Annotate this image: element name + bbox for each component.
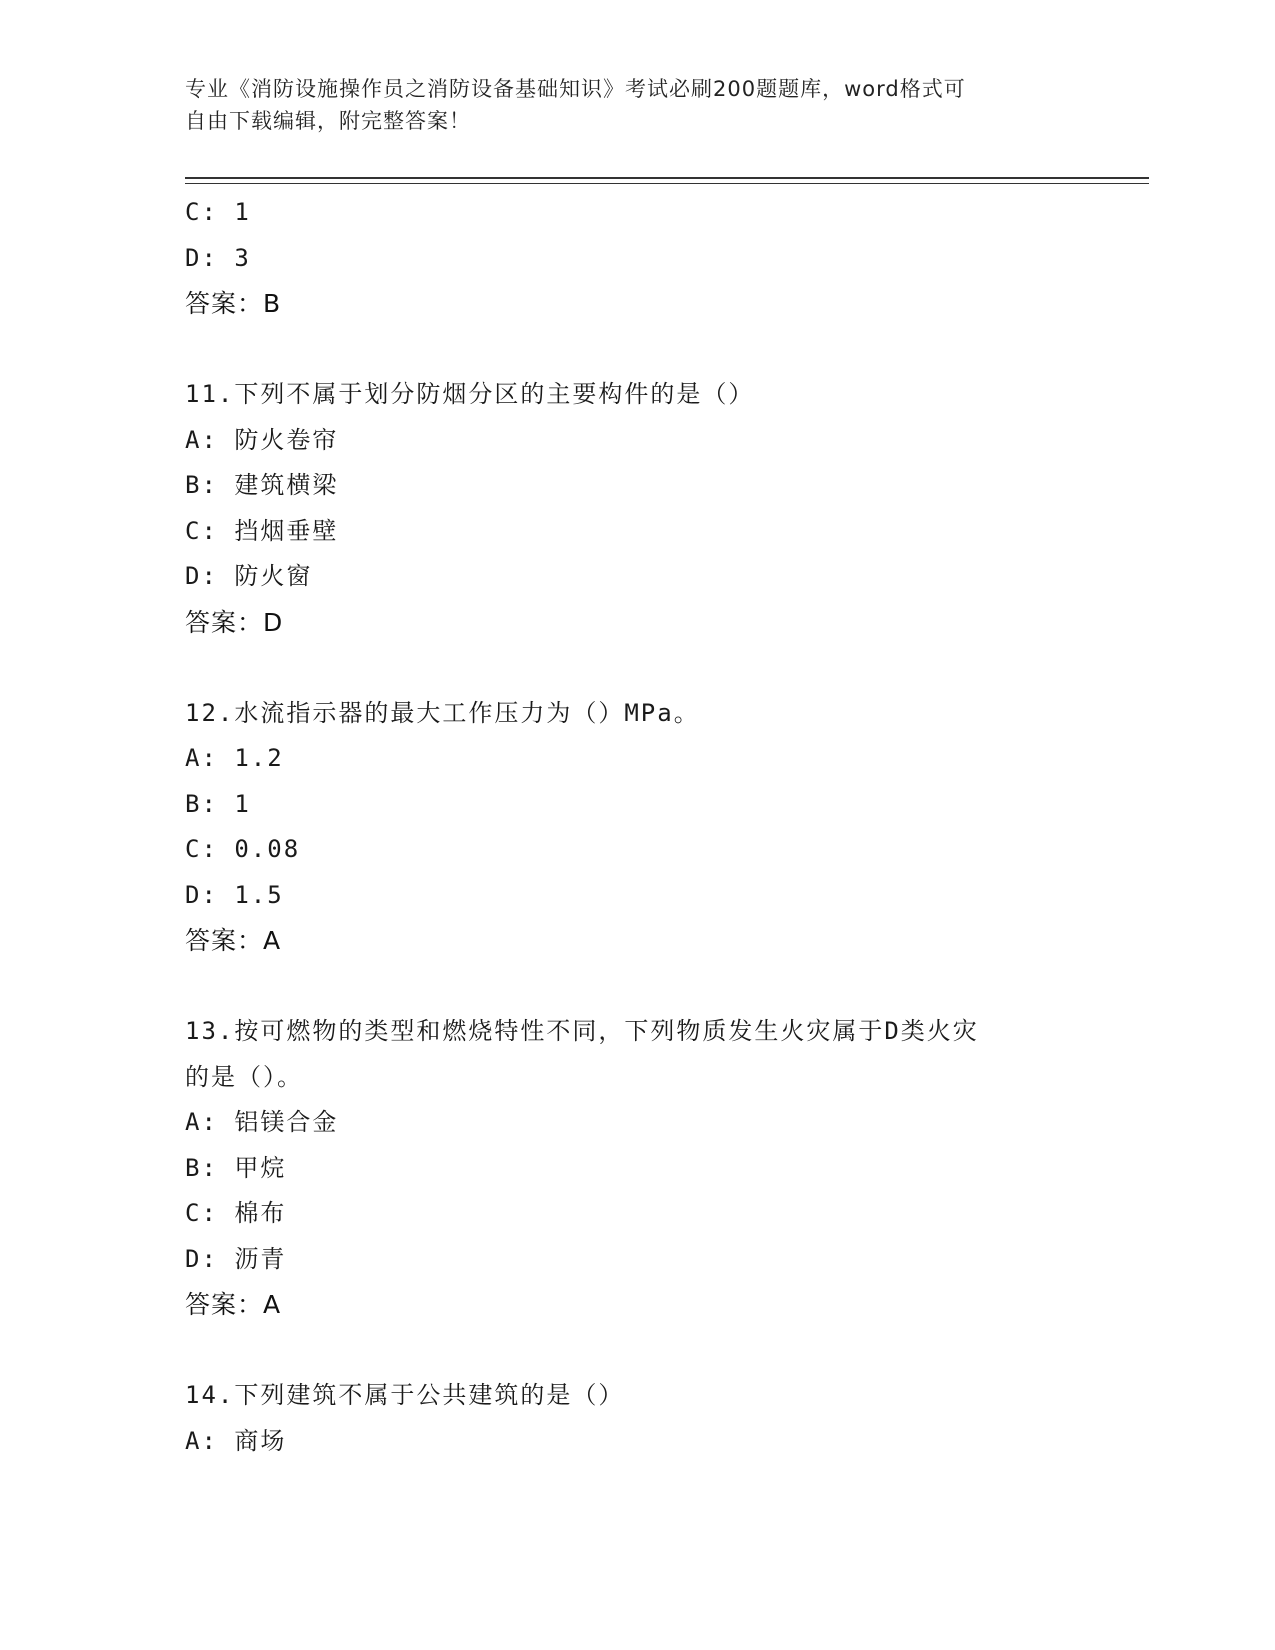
question-text: 11.下列不属于划分防烟分区的主要构件的是（） — [185, 380, 755, 408]
option-line: A: 铝镁合金 — [185, 1108, 339, 1136]
option-line: A: 1.2 — [185, 744, 284, 772]
option-line: C: 棉布 — [185, 1199, 287, 1227]
question-text: 的是（）。 — [185, 1062, 303, 1091]
option-line: A: 商场 — [185, 1426, 287, 1455]
blank-line — [185, 327, 1145, 373]
option-line: D: 1.5 — [185, 880, 284, 909]
header-title-line-1: 专业《消防设施操作员之消防设备基础知识》考试必刷200题题库，word格式可 — [185, 77, 966, 101]
blank-line — [185, 645, 1145, 691]
answer-line: 答案：A — [185, 1290, 282, 1319]
answer-line: 答案：B — [185, 289, 282, 318]
blank-line — [185, 1328, 1145, 1374]
answer-line: 答案：A — [185, 926, 282, 955]
option-line: C: 0.08 — [185, 835, 301, 863]
answer-line: 答案：D — [185, 607, 284, 637]
option-line: D: 防火窗 — [185, 562, 313, 590]
option-line: B: 1 — [185, 789, 251, 818]
option-line: A: 防火卷帘 — [185, 425, 339, 454]
option-line: C: 挡烟垂壁 — [185, 516, 339, 545]
page-header — [185, 73, 1065, 137]
blank-line — [185, 964, 1145, 1010]
header-title-line-2: 自由下载编辑，附完整答案！ — [185, 109, 471, 133]
question-text: 12.水流指示器的最大工作压力为（）MPa。 — [185, 698, 700, 727]
option-line: B: 甲烷 — [185, 1153, 287, 1182]
question-text: 13.按可燃物的类型和燃烧特性不同，下列物质发生火灾属于D类火灾 — [185, 1017, 979, 1045]
document-body — [185, 190, 1145, 1464]
header-divider — [185, 177, 1149, 184]
option-line: D: 3 — [185, 243, 251, 272]
option-line: C: 1 — [185, 198, 251, 226]
option-line: D: 沥青 — [185, 1244, 287, 1273]
question-text: 14.下列建筑不属于公共建筑的是（） — [185, 1381, 625, 1409]
option-line: B: 建筑横梁 — [185, 471, 339, 499]
